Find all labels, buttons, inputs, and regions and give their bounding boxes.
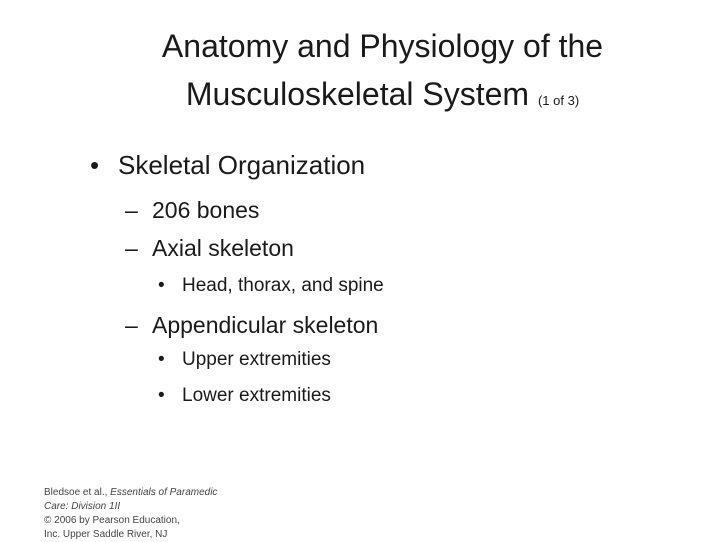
title-line-2: Musculoskeletal System: [185, 76, 530, 112]
bullet-text: Skeletal Organization: [118, 150, 366, 180]
bullet-marker: •: [158, 275, 165, 296]
bullet-marker: •: [158, 349, 165, 370]
bullet-text: Head, thorax, and spine: [182, 275, 384, 296]
bullet-text: Appendicular skeleton: [152, 312, 379, 338]
slide-title: [100, 22, 665, 125]
bullet-marker: •: [90, 150, 100, 180]
bullet-skeletal-organization: [90, 145, 365, 185]
citation-authors: Bledsoe et al.,: [44, 487, 108, 498]
title-line-1: Anatomy and Physiology of the: [161, 28, 604, 64]
citation-book-title: Essentials of Paramedic Care: Division 1II: [44, 487, 218, 512]
bullet-text: Axial skeleton: [152, 235, 294, 261]
dash-marker: –: [125, 312, 138, 338]
bullet-206-bones: [125, 192, 259, 228]
bullet-text: Upper extremities: [182, 349, 331, 370]
bullet-text: Lower extremities: [182, 385, 331, 406]
bullet-text: 206 bones: [152, 197, 260, 223]
bullet-marker: •: [158, 385, 165, 406]
dash-marker: –: [125, 197, 138, 223]
bullet-upper-extremities: [158, 345, 331, 375]
title-slide-counter: (1 of 3): [537, 93, 580, 108]
citation-copyright: © 2006 by Pearson Education,: [44, 515, 180, 526]
dash-marker: –: [125, 235, 138, 261]
bullet-head-thorax-spine: [158, 271, 384, 301]
citation-footer: [44, 486, 224, 542]
citation-publisher: Inc. Upper Saddle River, NJ: [44, 529, 168, 540]
bullet-axial-skeleton: [125, 230, 294, 266]
bullet-lower-extremities: [158, 381, 331, 411]
bullet-appendicular-skeleton: [125, 307, 378, 343]
